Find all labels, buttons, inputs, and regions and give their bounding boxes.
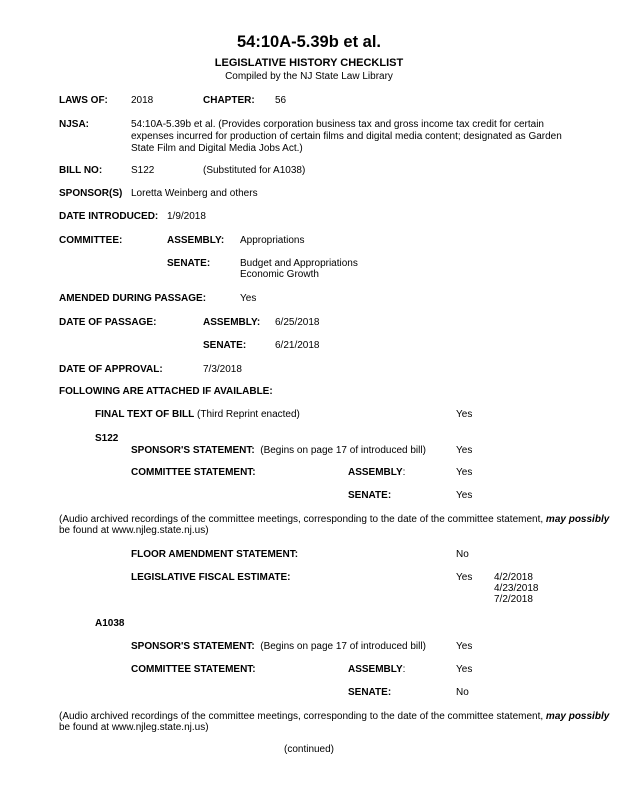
s122-heading: S122 bbox=[95, 433, 119, 444]
a1038-sponsor-label: SPONSOR'S STATEMENT: bbox=[131, 641, 255, 652]
s122-fiscal-date: 4/23/2018 bbox=[494, 583, 539, 594]
laws-of-label: LAWS OF: bbox=[59, 95, 108, 106]
a1038-senate-label: SENATE: bbox=[348, 687, 392, 698]
s122-assembly-row: ASSEMBLY: bbox=[348, 467, 406, 478]
committee-assembly-label: ASSEMBLY: bbox=[167, 235, 225, 246]
s122-audio-pre: (Audio archived recordings of the committee meetings, corresponding to the date of the committee statement, bbox=[59, 514, 546, 525]
a1038-assembly-row: ASSEMBLY: bbox=[348, 664, 406, 675]
committee-senate-label: SENATE: bbox=[167, 258, 211, 269]
a1038-audio-emphasis: may possibly bbox=[545, 711, 610, 722]
attached-heading: FOLLOWING ARE ATTACHED IF AVAILABLE: bbox=[59, 386, 273, 397]
s122-committee-label: COMMITTEE STATEMENT: bbox=[131, 467, 256, 478]
bill-no-label: BILL NO: bbox=[59, 165, 103, 176]
passage-senate-value: 6/21/2018 bbox=[275, 340, 320, 351]
sponsors-value: Loretta Weinberg and others bbox=[131, 188, 258, 199]
s122-sponsor-row bbox=[131, 445, 426, 457]
date-introduced-label: DATE INTRODUCED: bbox=[59, 211, 159, 222]
committee-assembly-value: Appropriations bbox=[240, 235, 305, 246]
a1038-assembly-value: Yes bbox=[456, 664, 473, 675]
passage-assembly-value: 6/25/2018 bbox=[275, 317, 320, 328]
approval-label: DATE OF APPROVAL: bbox=[59, 364, 163, 375]
s122-senate-label: SENATE: bbox=[348, 490, 392, 501]
s122-audio-line2: be found at www.njleg.state.nj.us) bbox=[59, 525, 209, 536]
committee-label: COMMITTEE: bbox=[59, 235, 123, 246]
a1038-sponsor-row bbox=[131, 641, 426, 653]
s122-fiscal-label: LEGISLATIVE FISCAL ESTIMATE: bbox=[131, 572, 291, 583]
s122-senate-value: Yes bbox=[456, 490, 473, 501]
s122-sponsor-note: (Begins on page 17 of introduced bill) bbox=[254, 445, 426, 456]
approval-value: 7/3/2018 bbox=[203, 364, 242, 375]
final-text-value: Yes bbox=[456, 409, 473, 420]
a1038-heading: A1038 bbox=[95, 618, 125, 629]
final-text-note: (Third Reprint enacted) bbox=[194, 409, 300, 420]
chapter-value: 56 bbox=[275, 95, 287, 106]
njsa-label: NJSA: bbox=[59, 119, 90, 130]
a1038-sponsor-value: Yes bbox=[456, 641, 473, 652]
sponsors-label: SPONSOR(S) bbox=[59, 188, 123, 199]
compiled-by: Compiled by the NJ State Law Library bbox=[225, 71, 393, 82]
page-subtitle: LEGISLATIVE HISTORY CHECKLIST bbox=[214, 57, 404, 69]
final-text-row bbox=[95, 409, 300, 421]
passage-label: DATE OF PASSAGE: bbox=[59, 317, 157, 328]
njsa-value: 54:10A-5.39b et al. (Provides corporation business tax and gross income tax credit for certain expenses incurred for production of certain films and digital media content; designated as Garden State Film and Digital Media Jobs Act.) bbox=[131, 119, 562, 154]
s122-audio-emphasis: may possibly bbox=[545, 514, 610, 525]
a1038-committee-label: COMMITTEE STATEMENT: bbox=[131, 664, 256, 675]
page-title: 54:10A-5.39b et al. bbox=[237, 33, 381, 51]
passage-senate-label: SENATE: bbox=[203, 340, 247, 351]
a1038-senate-value: No bbox=[456, 687, 469, 698]
s122-fiscal-value: Yes bbox=[456, 572, 473, 583]
bill-no-substituted: (Substituted for A1038) bbox=[203, 165, 306, 176]
continued-footer: (continued) bbox=[283, 744, 335, 755]
s122-fiscal-date: 4/2/2018 bbox=[494, 572, 533, 583]
s122-fiscal-date: 7/2/2018 bbox=[494, 594, 533, 605]
amended-label: AMENDED DURING PASSAGE: bbox=[59, 293, 207, 304]
a1038-sponsor-note: (Begins on page 17 of introduced bill) bbox=[254, 641, 426, 652]
a1038-audio-pre: (Audio archived recordings of the committee meetings, corresponding to the date of the committee statement, bbox=[59, 711, 546, 722]
s122-sponsor-label: SPONSOR'S STATEMENT: bbox=[131, 445, 255, 456]
date-introduced-value: 1/9/2018 bbox=[167, 211, 206, 222]
a1038-audio-line2: be found at www.njleg.state.nj.us) bbox=[59, 722, 209, 733]
chapter-label: CHAPTER: bbox=[203, 95, 255, 106]
s122-sponsor-value: Yes bbox=[456, 445, 473, 456]
final-text-label: FINAL TEXT OF BILL bbox=[95, 409, 195, 420]
a1038-assembly-label: ASSEMBLY bbox=[348, 664, 403, 675]
s122-floor-label: FLOOR AMENDMENT STATEMENT: bbox=[131, 549, 299, 560]
s122-floor-value: No bbox=[456, 549, 469, 560]
s122-assembly-label: ASSEMBLY bbox=[348, 467, 403, 478]
laws-of-value: 2018 bbox=[131, 95, 154, 106]
s122-assembly-value: Yes bbox=[456, 467, 473, 478]
bill-no-value: S122 bbox=[131, 165, 155, 176]
passage-assembly-label: ASSEMBLY: bbox=[203, 317, 261, 328]
committee-senate-value-2: Economic Growth bbox=[240, 269, 319, 280]
amended-value: Yes bbox=[240, 293, 257, 304]
committee-senate-value-1: Budget and Appropriations bbox=[240, 258, 358, 269]
